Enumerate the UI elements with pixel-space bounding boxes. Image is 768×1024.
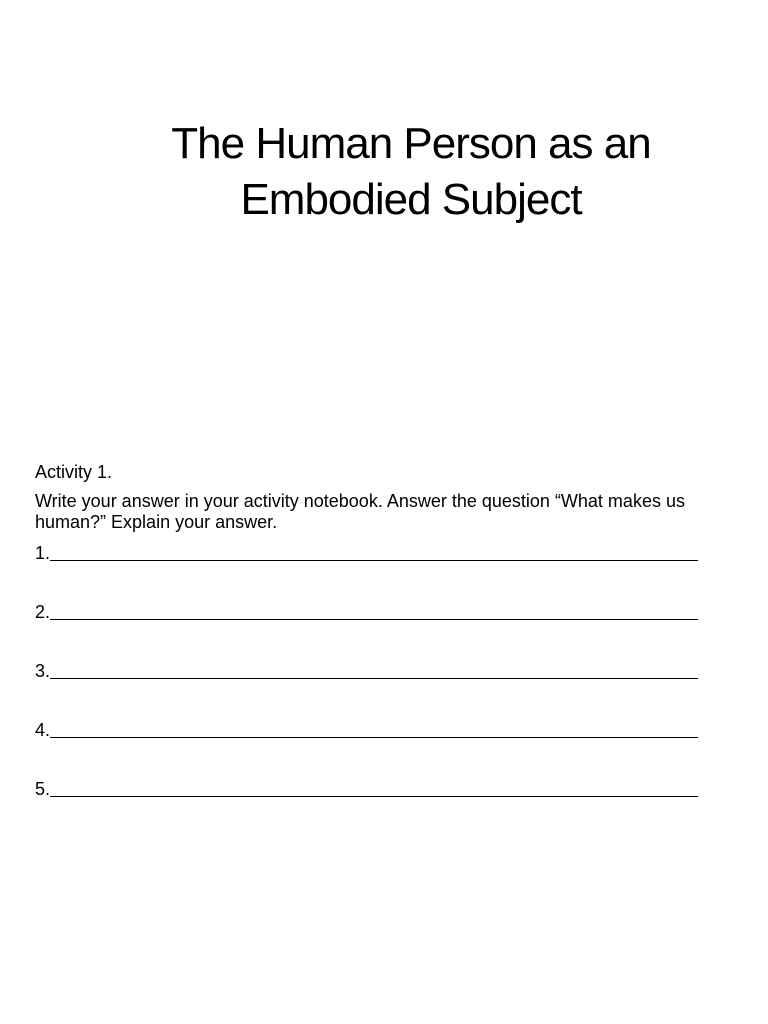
answer-line-2 <box>35 602 698 623</box>
answer-blank <box>50 619 698 620</box>
answer-blank <box>50 796 698 797</box>
page-title <box>0 116 768 228</box>
answer-number: 3. <box>35 661 51 681</box>
answer-line-5 <box>35 779 698 800</box>
answer-number: 1. <box>35 543 51 563</box>
answer-line-4 <box>35 720 698 741</box>
answer-blank <box>50 560 698 561</box>
activity-label: Activity 1. <box>35 462 113 482</box>
answer-blank <box>50 737 698 738</box>
answer-number: 5. <box>35 779 51 799</box>
answer-number: 2. <box>35 602 51 622</box>
title-line-2: Embodied Subject <box>240 175 582 224</box>
activity-section <box>35 462 735 533</box>
answer-number: 4. <box>35 720 51 740</box>
answer-blank <box>50 678 698 679</box>
activity-instructions: Write your answer in your activity notebook. Answer the question “What makes us human?” Explain your answer. <box>35 491 685 532</box>
title-line-1: The Human Person as an <box>171 119 651 168</box>
answer-line-1 <box>35 543 698 564</box>
answer-line-3 <box>35 661 698 682</box>
